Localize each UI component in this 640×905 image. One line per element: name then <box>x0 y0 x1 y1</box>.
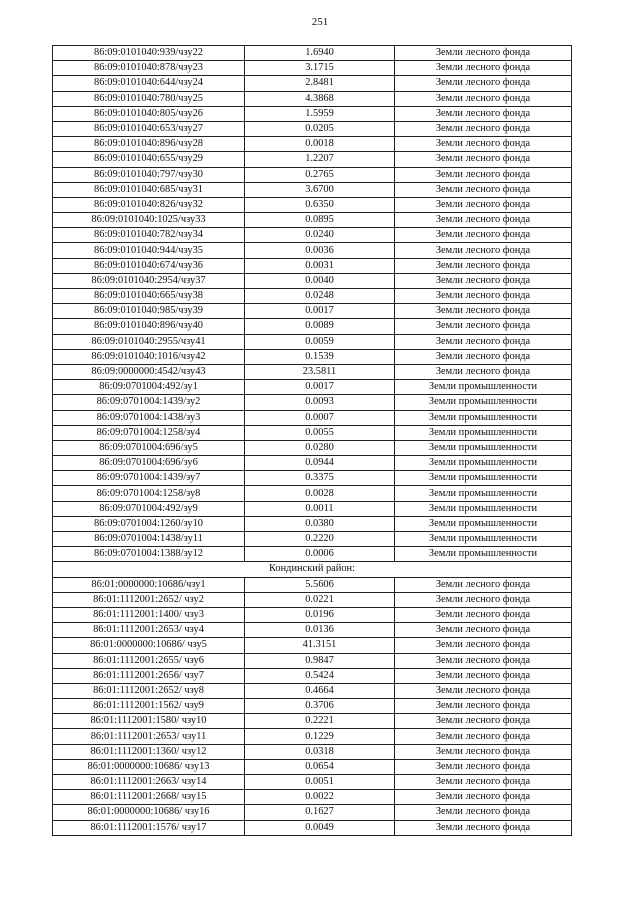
land-category-cell: Земли лесного фонда <box>395 653 572 668</box>
table-row <box>53 486 572 501</box>
land-category-cell: Земли лесного фонда <box>395 607 572 622</box>
cadastral-number-cell: 86:09:0101040:896/чзу28 <box>53 137 245 152</box>
area-cell: 0.0318 <box>245 744 395 759</box>
area-cell: 0.0006 <box>245 547 395 562</box>
table-row <box>53 213 572 228</box>
table-row <box>53 243 572 258</box>
land-category-cell: Земли промышленности <box>395 501 572 516</box>
cadastral-number-cell: 86:09:0701004:1388/зу12 <box>53 547 245 562</box>
area-cell: 0.0049 <box>245 820 395 835</box>
table-row <box>53 790 572 805</box>
cadastral-number-cell: 86:09:0701004:696/зу6 <box>53 456 245 471</box>
land-category-cell: Земли лесного фонда <box>395 319 572 334</box>
area-cell: 0.0031 <box>245 258 395 273</box>
cadastral-number-cell: 86:09:0101040:878/чзу23 <box>53 61 245 76</box>
table-row <box>53 91 572 106</box>
area-cell: 0.0007 <box>245 410 395 425</box>
cadastral-number-cell: 86:01:0000000:10686/ чзу5 <box>53 638 245 653</box>
table-row <box>53 729 572 744</box>
table-row <box>53 744 572 759</box>
cadastral-number-cell: 86:09:0101040:665/чзу38 <box>53 289 245 304</box>
land-category-cell: Земли лесного фонда <box>395 638 572 653</box>
cadastral-number-cell: 86:01:1112001:2663/ чзу14 <box>53 775 245 790</box>
area-cell: 0.0136 <box>245 623 395 638</box>
cadastral-number-cell: 86:01:1112001:1576/ чзу17 <box>53 820 245 835</box>
land-category-cell: Земли лесного фонда <box>395 182 572 197</box>
cadastral-number-cell: 86:09:0101040:782/чзу34 <box>53 228 245 243</box>
area-cell: 0.0895 <box>245 213 395 228</box>
table-row <box>53 395 572 410</box>
land-category-cell: Земли промышленности <box>395 395 572 410</box>
area-cell: 0.4664 <box>245 683 395 698</box>
land-category-cell: Земли лесного фонда <box>395 623 572 638</box>
table-row <box>53 456 572 471</box>
land-category-cell: Земли лесного фонда <box>395 152 572 167</box>
table-row <box>53 228 572 243</box>
cadastral-number-cell: 86:09:0101040:939/чзу22 <box>53 46 245 61</box>
land-category-cell: Земли лесного фонда <box>395 592 572 607</box>
land-category-cell: Земли лесного фонда <box>395 91 572 106</box>
table-row <box>53 304 572 319</box>
land-category-cell: Земли лесного фонда <box>395 304 572 319</box>
cadastral-number-cell: 86:09:0101040:655/чзу29 <box>53 152 245 167</box>
land-category-cell: Земли промышленности <box>395 425 572 440</box>
cadastral-number-cell: 86:09:0101040:644/чзу24 <box>53 76 245 91</box>
area-cell: 0.0011 <box>245 501 395 516</box>
land-category-cell: Земли лесного фонда <box>395 699 572 714</box>
table-row <box>53 76 572 91</box>
area-cell: 41.3151 <box>245 638 395 653</box>
cadastral-number-cell: 86:09:0101040:1025/чзу33 <box>53 213 245 228</box>
cadastral-number-cell: 86:09:0101040:944/чзу35 <box>53 243 245 258</box>
area-cell: 0.0022 <box>245 790 395 805</box>
area-cell: 0.0654 <box>245 759 395 774</box>
cadastral-number-cell: 86:09:0101040:2954/чзу37 <box>53 273 245 288</box>
land-category-cell: Земли лесного фонда <box>395 790 572 805</box>
area-cell: 0.0040 <box>245 273 395 288</box>
cadastral-number-cell: 86:09:0101040:985/чзу39 <box>53 304 245 319</box>
cadastral-number-cell: 86:01:1112001:1400/ чзу3 <box>53 607 245 622</box>
cadastral-number-cell: 86:09:0701004:1439/зу2 <box>53 395 245 410</box>
area-cell: 0.0017 <box>245 304 395 319</box>
table-row <box>53 577 572 592</box>
cadastral-number-cell: 86:01:1112001:2653/ чзу11 <box>53 729 245 744</box>
area-cell: 2.8481 <box>245 76 395 91</box>
cadastral-number-cell: 86:09:0701004:1258/зу8 <box>53 486 245 501</box>
cadastral-number-cell: 86:09:0101040:2955/чзу41 <box>53 334 245 349</box>
land-category-cell: Земли лесного фонда <box>395 683 572 698</box>
land-category-cell: Земли промышленности <box>395 456 572 471</box>
land-category-cell: Земли промышленности <box>395 532 572 547</box>
cadastral-number-cell: 86:09:0101040:896/чзу40 <box>53 319 245 334</box>
table-row <box>53 121 572 136</box>
cadastral-number-cell: 86:09:0101040:780/чзу25 <box>53 91 245 106</box>
area-cell: 0.0028 <box>245 486 395 501</box>
area-cell: 0.2765 <box>245 167 395 182</box>
cadastral-number-cell: 86:01:1112001:1580/ чзу10 <box>53 714 245 729</box>
area-cell: 0.2220 <box>245 532 395 547</box>
land-category-cell: Земли промышленности <box>395 471 572 486</box>
area-cell: 1.6940 <box>245 46 395 61</box>
table-row <box>53 607 572 622</box>
table-row <box>53 501 572 516</box>
table-row <box>53 289 572 304</box>
area-cell: 0.2221 <box>245 714 395 729</box>
area-cell: 23.5811 <box>245 364 395 379</box>
land-category-cell: Земли лесного фонда <box>395 577 572 592</box>
table-row <box>53 273 572 288</box>
land-category-cell: Земли лесного фонда <box>395 820 572 835</box>
cadastral-number-cell: 86:01:0000000:10686/чзу1 <box>53 577 245 592</box>
section-title: Кондинский район: <box>53 562 572 577</box>
area-cell: 0.0059 <box>245 334 395 349</box>
cadastral-number-cell: 86:09:0101040:653/чзу27 <box>53 121 245 136</box>
land-category-cell: Земли лесного фонда <box>395 46 572 61</box>
table-row <box>53 61 572 76</box>
land-category-cell: Земли лесного фонда <box>395 775 572 790</box>
table-row <box>53 410 572 425</box>
area-cell: 0.5424 <box>245 668 395 683</box>
area-cell: 0.0089 <box>245 319 395 334</box>
table-row <box>53 775 572 790</box>
table-row <box>53 759 572 774</box>
table-row <box>53 532 572 547</box>
cadastral-number-cell: 86:09:0701004:1439/зу7 <box>53 471 245 486</box>
cadastral-number-cell: 86:09:0000000:4542/чзу43 <box>53 364 245 379</box>
land-category-cell: Земли лесного фонда <box>395 213 572 228</box>
area-cell: 0.0240 <box>245 228 395 243</box>
area-cell: 3.6700 <box>245 182 395 197</box>
land-category-cell: Земли лесного фонда <box>395 243 572 258</box>
cadastral-number-cell: 86:01:1112001:2655/ чзу6 <box>53 653 245 668</box>
land-category-cell: Земли промышленности <box>395 380 572 395</box>
table-row <box>53 137 572 152</box>
cadastral-number-cell: 86:09:0101040:797/чзу30 <box>53 167 245 182</box>
table-row <box>53 820 572 835</box>
cadastral-number-cell: 86:09:0701004:1438/зу3 <box>53 410 245 425</box>
table-row <box>53 440 572 455</box>
area-cell: 0.0944 <box>245 456 395 471</box>
land-category-cell: Земли промышленности <box>395 410 572 425</box>
land-category-cell: Земли лесного фонда <box>395 121 572 136</box>
table-row <box>53 653 572 668</box>
cadastral-number-cell: 86:09:0101040:685/чзу31 <box>53 182 245 197</box>
table-row <box>53 805 572 820</box>
table-row <box>53 638 572 653</box>
land-category-cell: Земли лесного фонда <box>395 759 572 774</box>
cadastral-number-cell: 86:01:1112001:2652/ чзу2 <box>53 592 245 607</box>
table-row <box>53 668 572 683</box>
land-category-cell: Земли лесного фонда <box>395 61 572 76</box>
area-cell: 4.3868 <box>245 91 395 106</box>
table-row <box>53 152 572 167</box>
cadastral-number-cell: 86:09:0701004:1260/зу10 <box>53 516 245 531</box>
cadastral-number-cell: 86:01:0000000:10686/ чзу16 <box>53 805 245 820</box>
table-row <box>53 714 572 729</box>
land-category-cell: Земли лесного фонда <box>395 106 572 121</box>
cadastral-number-cell: 86:09:0101040:826/чзу32 <box>53 197 245 212</box>
cadastral-number-cell: 86:09:0101040:674/чзу36 <box>53 258 245 273</box>
land-category-cell: Земли лесного фонда <box>395 167 572 182</box>
area-cell: 0.0205 <box>245 121 395 136</box>
table-row <box>53 106 572 121</box>
cadastral-number-cell: 86:01:1112001:2656/ чзу7 <box>53 668 245 683</box>
land-category-cell: Земли промышленности <box>395 516 572 531</box>
table-row <box>53 258 572 273</box>
land-plots-table <box>52 45 572 836</box>
area-cell: 0.0221 <box>245 592 395 607</box>
cadastral-number-cell: 86:01:1112001:2668/ чзу15 <box>53 790 245 805</box>
land-category-cell: Земли лесного фонда <box>395 228 572 243</box>
cadastral-number-cell: 86:09:0701004:1438/зу11 <box>53 532 245 547</box>
area-cell: 0.6350 <box>245 197 395 212</box>
cadastral-number-cell: 86:01:1112001:1562/ чзу9 <box>53 699 245 714</box>
land-category-cell: Земли лесного фонда <box>395 76 572 91</box>
cadastral-number-cell: 86:01:1112001:2652/ чзу8 <box>53 683 245 698</box>
page-number: 251 <box>311 16 329 28</box>
area-cell: 0.0051 <box>245 775 395 790</box>
cadastral-number-cell: 86:01:1112001:1360/ чзу12 <box>53 744 245 759</box>
area-cell: 0.0093 <box>245 395 395 410</box>
land-category-cell: Земли лесного фонда <box>395 349 572 364</box>
table-row <box>53 167 572 182</box>
land-category-cell: Земли лесного фонда <box>395 714 572 729</box>
cadastral-number-cell: 86:09:0701004:696/зу5 <box>53 440 245 455</box>
cadastral-number-cell: 86:01:1112001:2653/ чзу4 <box>53 623 245 638</box>
land-category-cell: Земли лесного фонда <box>395 744 572 759</box>
table-row <box>53 471 572 486</box>
area-cell: 1.2207 <box>245 152 395 167</box>
area-cell: 0.1539 <box>245 349 395 364</box>
area-cell: 0.1627 <box>245 805 395 820</box>
area-cell: 0.3375 <box>245 471 395 486</box>
land-category-cell: Земли промышленности <box>395 440 572 455</box>
area-cell: 0.3706 <box>245 699 395 714</box>
area-cell: 0.0036 <box>245 243 395 258</box>
land-category-cell: Земли лесного фонда <box>395 668 572 683</box>
table-row <box>53 699 572 714</box>
table-row <box>53 547 572 562</box>
area-cell: 0.1229 <box>245 729 395 744</box>
land-category-cell: Земли лесного фонда <box>395 197 572 212</box>
table-row <box>53 349 572 364</box>
area-cell: 0.0017 <box>245 380 395 395</box>
area-cell: 0.9847 <box>245 653 395 668</box>
area-cell: 0.0055 <box>245 425 395 440</box>
cadastral-number-cell: 86:09:0101040:805/чзу26 <box>53 106 245 121</box>
table-row <box>53 364 572 379</box>
land-category-cell: Земли лесного фонда <box>395 289 572 304</box>
land-category-cell: Земли лесного фонда <box>395 364 572 379</box>
land-category-cell: Земли промышленности <box>395 486 572 501</box>
cadastral-number-cell: 86:09:0701004:1258/зу4 <box>53 425 245 440</box>
table-row <box>53 182 572 197</box>
area-cell: 1.5959 <box>245 106 395 121</box>
table-row <box>53 425 572 440</box>
area-cell: 0.0280 <box>245 440 395 455</box>
table-row <box>53 380 572 395</box>
cadastral-number-cell: 86:09:0701004:492/зу9 <box>53 501 245 516</box>
land-category-cell: Земли лесного фонда <box>395 137 572 152</box>
land-category-cell: Земли лесного фонда <box>395 273 572 288</box>
table-row <box>53 46 572 61</box>
area-cell: 0.0248 <box>245 289 395 304</box>
table-row <box>53 197 572 212</box>
cadastral-number-cell: 86:01:0000000:10686/ чзу13 <box>53 759 245 774</box>
table-row <box>53 592 572 607</box>
table-row <box>53 334 572 349</box>
area-cell: 0.0196 <box>245 607 395 622</box>
table-row <box>53 516 572 531</box>
area-cell: 0.0018 <box>245 137 395 152</box>
cadastral-number-cell: 86:09:0701004:492/зу1 <box>53 380 245 395</box>
land-category-cell: Земли лесного фонда <box>395 729 572 744</box>
area-cell: 3.1715 <box>245 61 395 76</box>
area-cell: 0.0380 <box>245 516 395 531</box>
table-row <box>53 623 572 638</box>
cadastral-number-cell: 86:09:0101040:1016/чзу42 <box>53 349 245 364</box>
section-row <box>53 562 572 577</box>
table-body <box>53 46 572 836</box>
area-cell: 5.5606 <box>245 577 395 592</box>
land-category-cell: Земли лесного фонда <box>395 805 572 820</box>
table-row <box>53 319 572 334</box>
land-category-cell: Земли лесного фонда <box>395 334 572 349</box>
land-category-cell: Земли промышленности <box>395 547 572 562</box>
land-category-cell: Земли лесного фонда <box>395 258 572 273</box>
table-row <box>53 683 572 698</box>
